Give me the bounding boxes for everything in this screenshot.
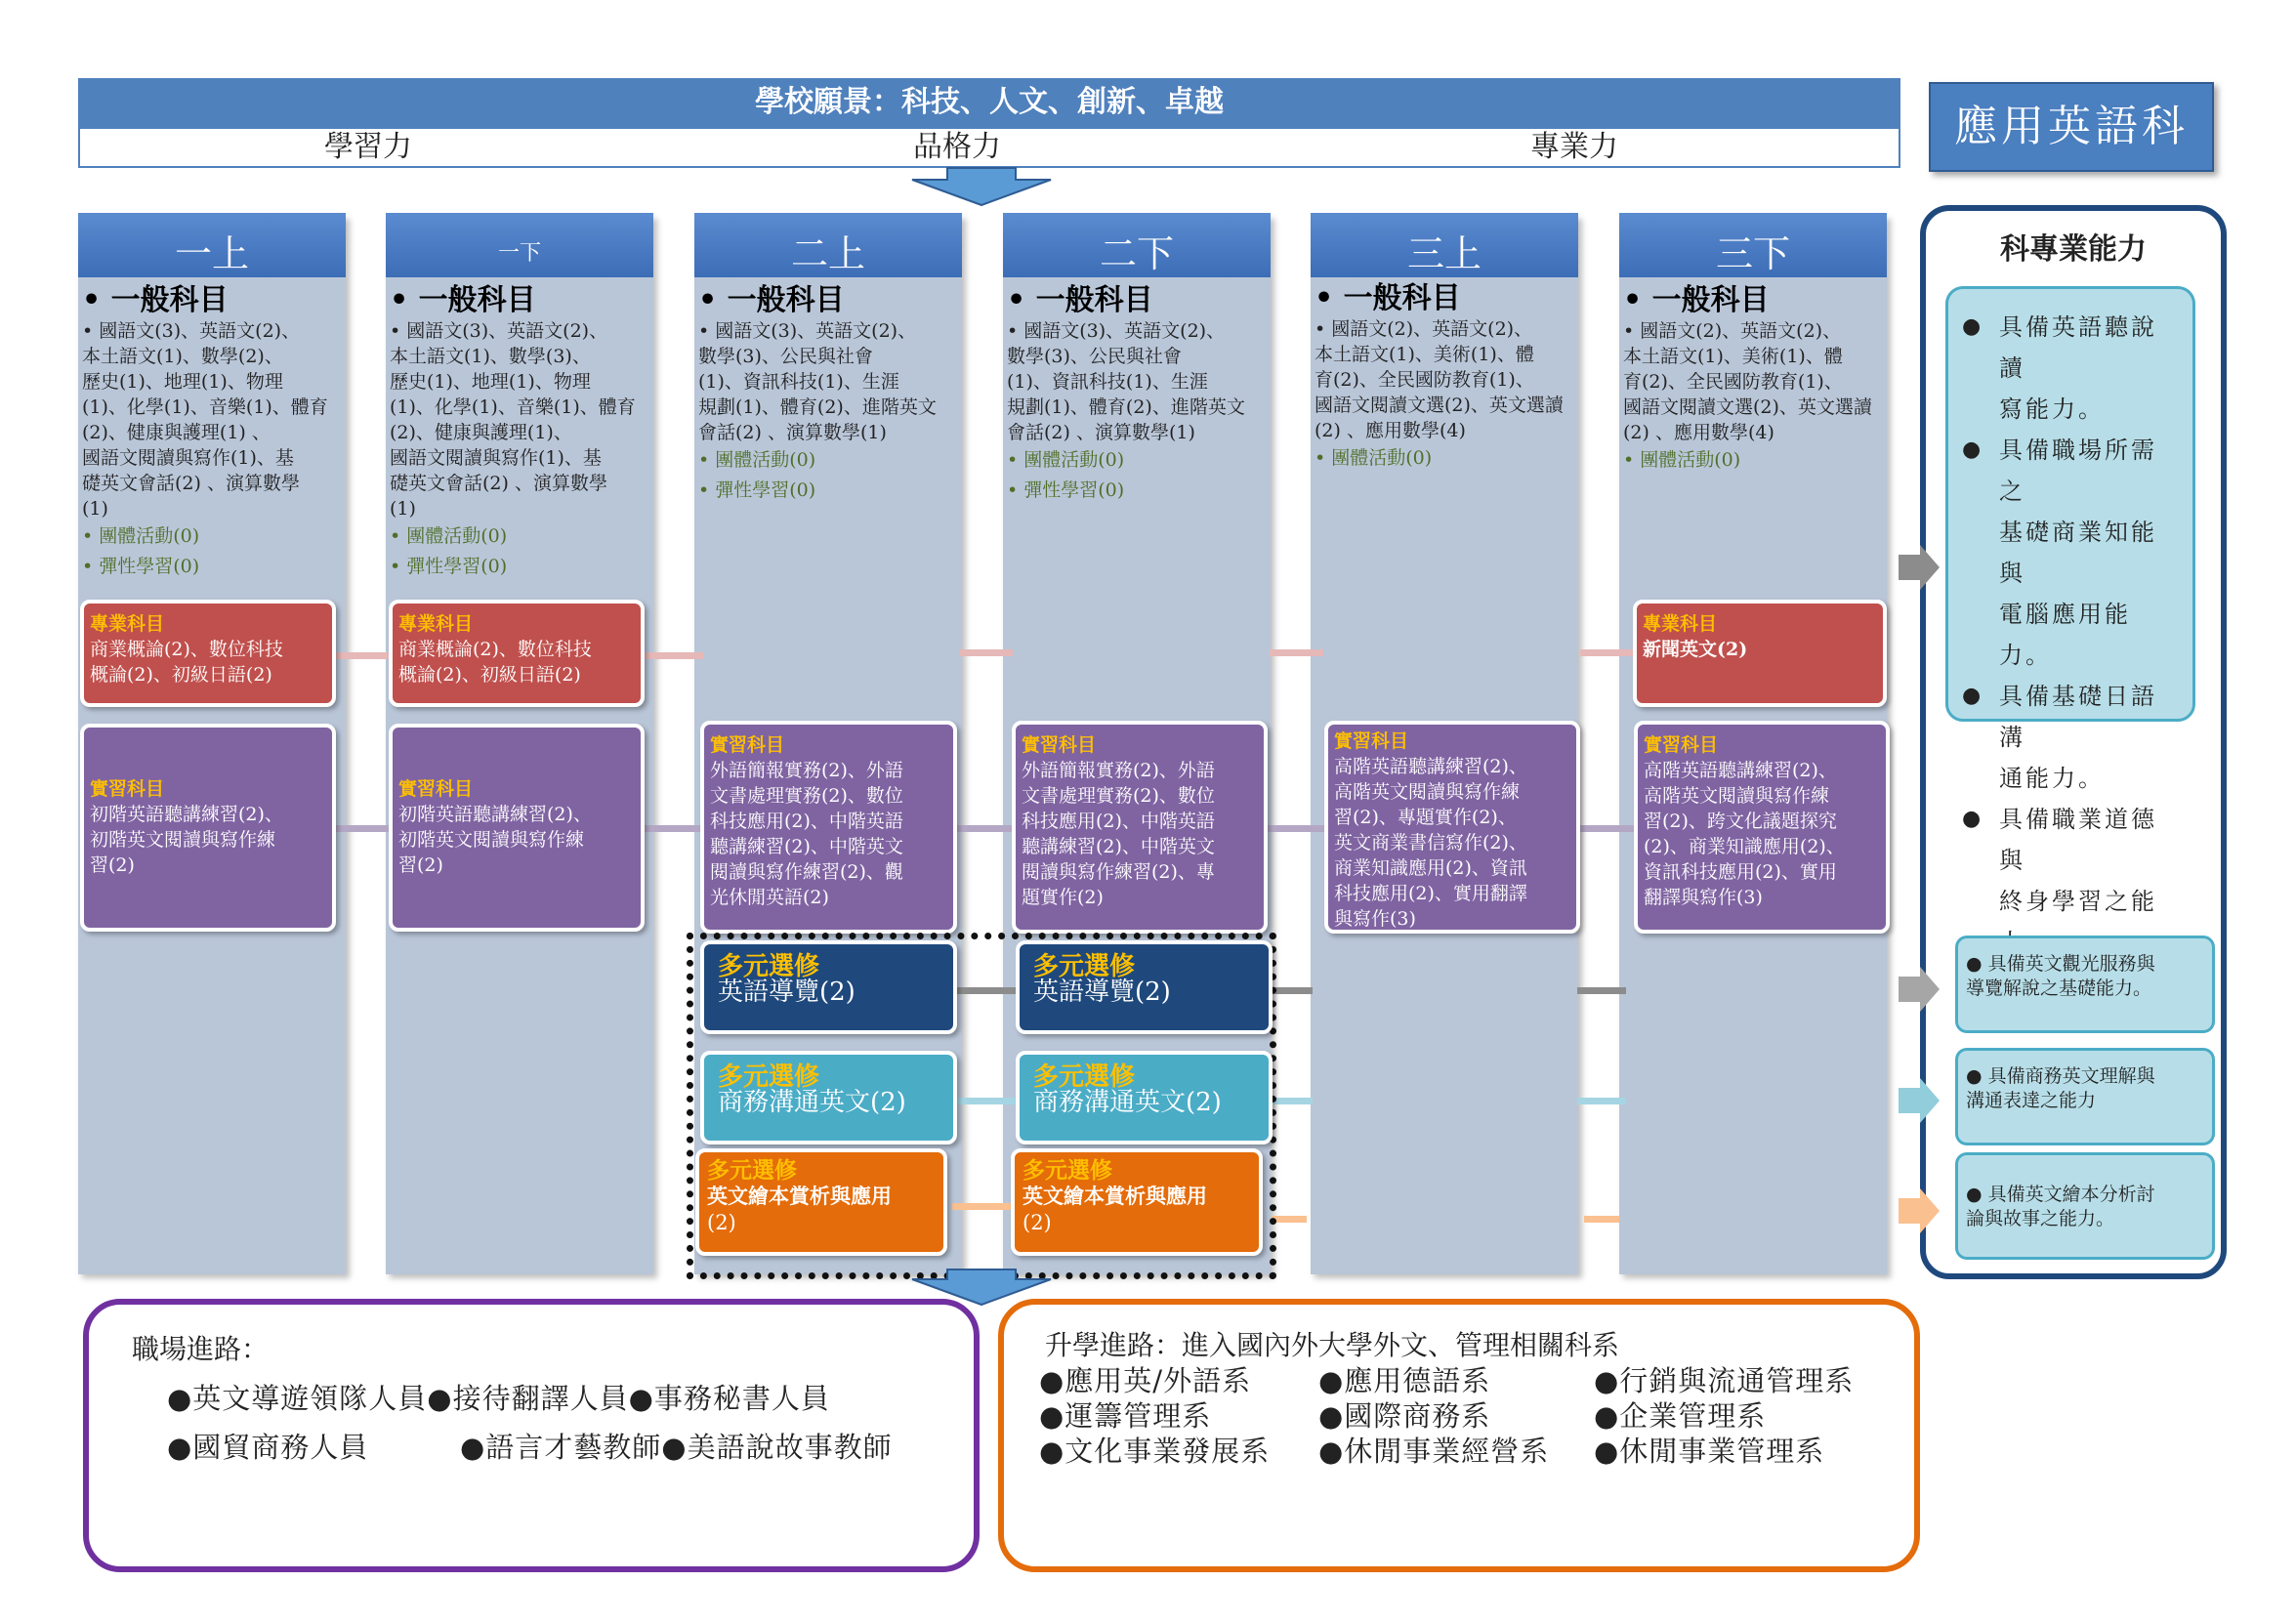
general-subjects-1a [82,275,348,582]
connector [1272,1216,1307,1223]
general-subjects-3a [1315,273,1580,474]
activity-line: • 彈性學習(0) [390,556,508,577]
competency-item [1962,430,2179,676]
general-subjects-3b [1623,275,1889,476]
general-subjects-line: 會話(2) 、演算數學(1) [1007,422,1195,443]
course-line: 初階英語聽講練習(2)、 [90,804,283,825]
practical-lines [90,802,326,878]
general-subjects-line: • 國語文(2)、英語文(2)、 [1623,320,1842,342]
competency-item-line: 具備職場所需之 [1999,437,2157,505]
connector [959,649,1013,656]
professional-subjects-3b [1633,600,1887,707]
competency-tourism [1955,936,2215,1033]
study-item: ●應用德語系 [1318,1364,1491,1397]
elective-course: 英語導覽(2) [718,978,856,1007]
career-row-2a: ●國貿商務人員 [167,1431,369,1464]
study-item: ●應用英/外語系 [1039,1364,1252,1397]
course-line: 商業知識應用(2)、資訊 [1334,857,1527,879]
course-line: 高階英文閱讀與寫作練 [1644,785,1830,807]
general-subjects-line: 歷史(1)、地理(1)、物理 [390,371,591,393]
general-subjects-line: 本土語文(1)、美術(1)、體 [1315,344,1534,365]
connector [1577,825,1636,832]
competency-item-line: 終身學習之能 [1999,888,2157,915]
general-subjects-line: (1)、資訊科技(1)、生涯 [698,371,899,393]
general-subjects-line: • 國語文(3)、英語文(2)、 [698,320,917,342]
competency-picturebook [1955,1152,2215,1260]
practical-label: 實習科目 [1334,730,1409,752]
general-subjects-line: (2)、健康與護理(1)、 [390,422,572,443]
activity-line: • 團體活動(0) [1623,449,1741,471]
general-subjects-line: 會話(2) 、演算數學(1) [698,422,887,443]
general-subjects-title: • 一般科目 [82,283,229,317]
elective-label: 多元選修 [1033,952,1136,981]
practical-subjects-1a [80,724,336,932]
right-arrow-icon [1899,967,1941,1012]
course-line: 與寫作(3) [1334,908,1416,930]
general-subjects-line: (1)、化學(1)、音樂(1)、體育 [82,396,328,418]
semester-head-1b: 一下 [386,213,653,277]
general-subjects-line: • 國語文(3)、英語文(2)、 [1007,320,1226,342]
study-item: ●行銷與流通管理系 [1594,1364,1855,1397]
semester-head-3a: 三上 [1311,213,1578,277]
pillar-professional: 專業力 [1530,130,1618,164]
general-subjects-line: 本土語文(1)、數學(3)、 [390,346,591,367]
practical-subjects-3b [1634,721,1890,934]
elective-course: 商務溝通英文(2) [718,1088,906,1117]
general-subjects-line: (2) 、應用數學(4) [1623,422,1774,443]
professional-line: 概論(2)、初級日語(2) [90,664,272,686]
course-line: 科技應用(2)、實用翻譯 [1334,883,1527,904]
general-subjects-line: 歷史(1)、地理(1)、物理 [82,371,283,393]
right-arrow-icon [1899,545,1941,590]
general-subjects-line: 本土語文(1)、美術(1)、體 [1623,346,1843,367]
general-subjects-line: 國語文閱讀與寫作(1)、基 [82,447,294,469]
connector [645,652,703,659]
course-line: 習(2) [398,854,443,876]
course-line: 資訊科技應用(2)、實用 [1644,861,1837,883]
elective-label: 多元選修 [718,1062,820,1092]
course-line: 高階英語聽講練習(2)、 [1644,760,1837,781]
semester-head-1a: 一上 [78,213,346,277]
competency-title: 科專業能力 [2000,232,2147,267]
course-line: 光休閒英語(2) [710,887,829,908]
general-subjects-line: 數學(3)、公民與社會 [698,346,873,367]
competency-item-line: 基礎商業知能與 [1999,519,2157,587]
course-line: 英文商業書信寫作(2)、 [1334,832,1527,853]
study-title: 升學進路：進入國內外大學外文、管理相關科系 [1045,1329,1620,1361]
elective-tour-guide-2a [700,940,957,1034]
course-line: 閱讀與寫作練習(2)、觀 [710,861,903,883]
elective-course-credit: (2) [1023,1211,1052,1234]
course-line: 外語簡報實務(2)、外語 [710,760,903,781]
career-pathway-box [83,1299,980,1572]
course-line: 閱讀與寫作練習(2)、專 [1022,861,1215,883]
study-item: ●運籌管理系 [1039,1399,1212,1433]
activity-line: • 團體活動(0) [1007,449,1125,471]
professional-line: 新聞英文(2) [1643,639,1748,660]
general-subjects-line: (2) 、應用數學(4) [1315,420,1466,441]
connector [1577,987,1626,994]
connector [1268,825,1326,832]
activity-line: • 團體活動(0) [390,525,508,547]
course-line: 習(2) [90,854,135,876]
general-subjects-line: 數學(3)、公民與社會 [1007,346,1182,367]
practical-subjects-3a [1324,721,1580,934]
study-item: ●休閒事業管理系 [1594,1435,1825,1468]
semester-head-2b: 二下 [1003,213,1271,277]
elective-business-english-2b [1016,1051,1273,1144]
practical-lines [1334,754,1570,932]
general-subjects-line: 規劃(1)、體育(2)、進階英文 [698,396,937,418]
general-subjects-title: • 一般科目 [698,283,845,317]
competency-business [1955,1048,2215,1145]
pillars-bar [78,127,1900,168]
professional-line: 商業概論(2)、數位科技 [90,639,283,660]
competency-list [1962,307,2179,963]
practical-label: 實習科目 [1022,734,1097,756]
elective-course: 英文繪本賞析與應用 [1023,1184,1207,1208]
competency-item-line: 寫能力。 [1999,395,2105,423]
activity-line: • 團體活動(0) [82,525,200,547]
general-subjects-title: • 一般科目 [1315,281,1461,315]
study-item: ●企業管理系 [1594,1399,1767,1433]
connector [955,825,1014,832]
pillar-character: 品格力 [913,130,1001,164]
general-subjects-line: (1) [82,498,108,520]
course-line: 科技應用(2)、中階英語 [710,811,903,832]
competency-item [1962,307,2179,430]
competency-item-line: 具備英語聽說讀 [1999,313,2157,382]
course-line: 初階英文閱讀與寫作練 [90,829,276,851]
practical-lines [710,758,947,910]
course-line: 習(2)、跨文化議題探究 [1644,811,1837,832]
professional-line: 概論(2)、初級日語(2) [398,664,581,686]
course-line: 初階英語聽講練習(2)、 [398,804,592,825]
general-subjects-title: • 一般科目 [1007,283,1153,317]
general-subjects-title: • 一般科目 [390,283,536,317]
practical-subjects-2a [700,721,957,934]
general-subjects-line: 國語文閱讀文選(2)、英文選讀 [1315,395,1564,416]
practical-label: 實習科目 [398,778,474,800]
elective-course-credit: (2) [707,1211,736,1234]
elective-label: 多元選修 [707,1157,797,1184]
study-item: ●文化事業發展系 [1039,1435,1271,1468]
competency-line: ● 具備商務英文理解與 [1966,1065,2155,1087]
elective-course: 商務溝通英文(2) [1033,1088,1222,1117]
course-line: 翻譯與寫作(3) [1644,887,1763,908]
course-line: (2)、商業知識應用(2)、 [1644,836,1845,857]
general-subjects-line: (2)、健康與護理(1) 、 [82,422,271,443]
general-subjects-line: 規劃(1)、體育(2)、進階英文 [1007,396,1245,418]
career-row-2b: ●語言才藝教師●美語說故事教師 [460,1431,893,1464]
elective-business-english-2a [700,1051,957,1144]
study-item: ●國際商務系 [1318,1399,1491,1433]
general-subjects-line: 國語文閱讀與寫作(1)、基 [390,447,602,469]
competency-line: ● 具備英文觀光服務與 [1966,953,2155,975]
competency-line: 溝通表達之能力 [1966,1090,2097,1111]
general-subjects-line: (1) [390,498,416,520]
connector [1580,649,1639,656]
connector [1577,1098,1626,1104]
course-line: 外語簡報實務(2)、外語 [1022,760,1215,781]
competency-item-line: 具備職業道德與 [1999,806,2157,874]
department-title: 應用英語科 [1929,82,2214,172]
activity-line: • 彈性學習(0) [1007,479,1125,501]
connector [1584,1216,1619,1223]
course-line: 習(2)、專題實作(2)、 [1334,807,1517,828]
elective-course: 英文繪本賞析與應用 [707,1184,892,1208]
practical-label: 實習科目 [1644,734,1719,756]
general-subjects-line: 育(2)、全民國防教育(1)、 [1315,369,1534,391]
course-line: 初階英文閱讀與寫作練 [398,829,585,851]
general-subjects-line: 國語文閱讀文選(2)、英文選讀 [1623,396,1872,418]
connector [645,825,708,832]
practical-label: 實習科目 [710,734,785,756]
down-arrow-icon [908,166,1055,207]
general-subjects-line: (1)、化學(1)、音樂(1)、體育 [390,396,636,418]
course-line: 文書處理實務(2)、數位 [710,785,903,807]
elective-tour-guide-2b [1016,940,1273,1034]
activity-line: • 彈性學習(0) [82,556,200,577]
study-item: ●休閒事業經營系 [1318,1435,1550,1468]
course-line: 科技應用(2)、中階英語 [1022,811,1215,832]
general-subjects-1b [390,275,655,582]
activity-line: • 團體活動(0) [1315,447,1433,469]
competency-line: 導覽解說之基礎能力。 [1966,978,2152,999]
practical-label: 實習科目 [90,778,165,800]
practical-subjects-1b [389,724,645,932]
right-arrow-icon [1899,1078,1941,1123]
competency-main-box [1945,286,2195,915]
semester-head-2a: 二上 [694,213,962,277]
competency-item-line: 具備基礎日語溝 [1999,683,2157,751]
connector [1270,649,1323,656]
practical-subjects-2b [1012,721,1268,934]
course-line: 文書處理實務(2)、數位 [1022,785,1215,807]
professional-line: 商業概論(2)、數位科技 [398,639,592,660]
competency-line: ● 具備英文繪本分析討 [1966,1184,2155,1205]
general-subjects-line: • 國語文(2)、英語文(2)、 [1315,318,1533,340]
competency-item [1962,676,2179,799]
competency-item-line: 通能力。 [1999,765,2105,792]
general-subjects-line: 礎英文會話(2) 、演算數學 [82,473,300,494]
professional-subjects-1a [80,600,336,707]
professional-subjects-1b [389,600,645,707]
right-arrow-icon [1899,1188,1941,1233]
general-subjects-title: • 一般科目 [1623,283,1770,317]
general-subjects-line: 本土語文(1)、數學(2)、 [82,346,283,367]
elective-label: 多元選修 [1023,1157,1112,1184]
career-row-1: ●英文導遊領隊人員●接待翻譯人員●事務秘書人員 [167,1382,830,1415]
pillar-learning: 學習力 [324,130,412,164]
course-line: 高階英文閱讀與寫作練 [1334,781,1521,803]
competency-item-line: 電腦應用能力。 [1999,601,2131,669]
general-subjects-2a [698,275,964,506]
practical-lines [1644,758,1880,910]
professional-label: 專業科目 [398,613,474,635]
general-subjects-line: (1)、資訊科技(1)、生涯 [1007,371,1208,393]
general-subjects-line: • 國語文(3)、英語文(2)、 [390,320,608,342]
elective-label: 多元選修 [718,952,820,981]
career-title: 職場進路： [132,1333,270,1365]
activity-line: • 團體活動(0) [698,449,816,471]
elective-picturebook-2a [695,1148,947,1256]
elective-picturebook-2b [1011,1148,1263,1256]
competency-line: 論與故事之能力。 [1966,1208,2115,1229]
elective-label: 多元選修 [1033,1062,1136,1092]
general-subjects-line: 育(2)、全民國防教育(1)、 [1623,371,1843,393]
semester-head-3b: 三下 [1619,213,1887,277]
elective-course: 英語導覽(2) [1033,978,1171,1007]
professional-label: 專業科目 [1643,613,1718,635]
study-pathway-box [998,1299,1920,1572]
course-line: 聽講練習(2)、中階英文 [710,836,903,857]
general-subjects-2b [1007,275,1273,506]
course-line: 高階英語聽講練習(2)、 [1334,756,1527,777]
professional-label: 專業科目 [90,613,165,635]
activity-line: • 彈性學習(0) [698,479,816,501]
general-subjects-line: • 國語文(3)、英語文(2)、 [82,320,301,342]
course-line: 題實作(2) [1022,887,1104,908]
general-subjects-line: 礎英文會話(2) 、演算數學 [390,473,607,494]
practical-lines [1022,758,1258,910]
course-line: 聽講練習(2)、中階英文 [1022,836,1215,857]
practical-lines [398,802,635,878]
school-vision-banner: 學校願景：科技、人文、創新、卓越 [78,78,1900,127]
